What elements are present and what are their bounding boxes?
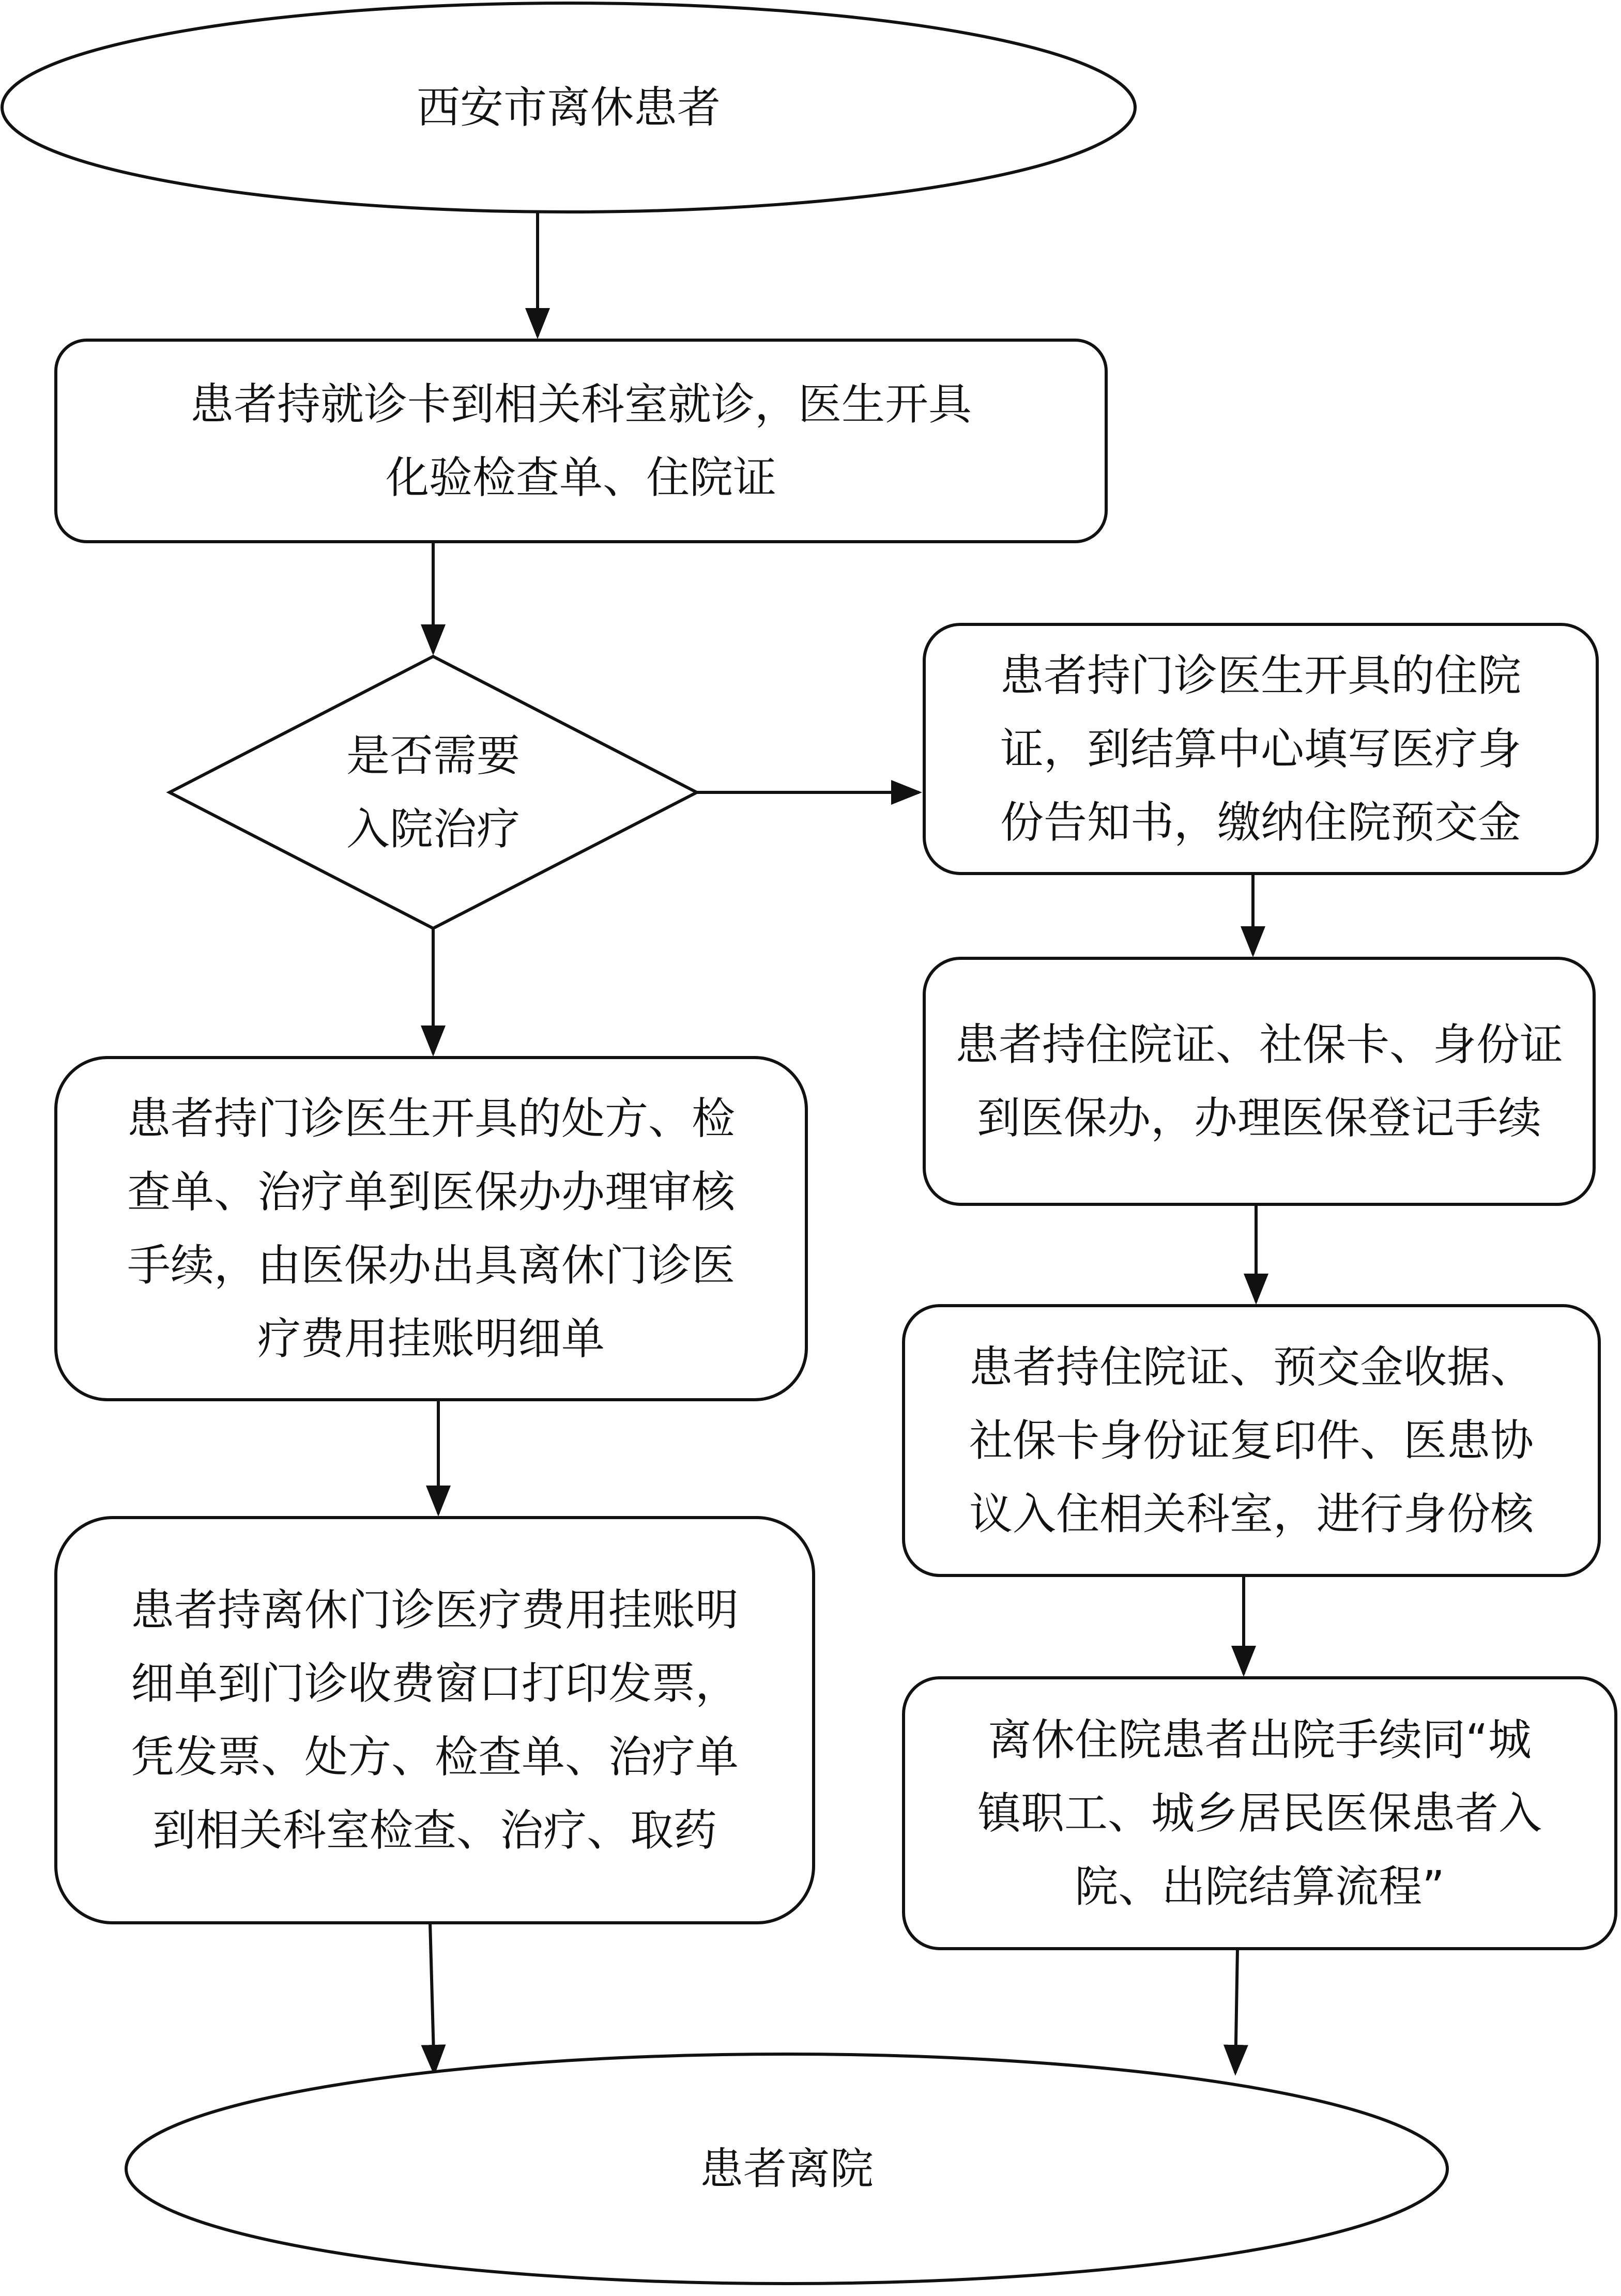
decision-label: 是否需要 入院治疗 (346, 730, 520, 854)
discharge-rule-label: 离休住院患者出院手续同“城 镇职工、城乡居民医保患者入 院、出院结算流程” (977, 1715, 1542, 1912)
visit-label: 患者持就诊卡到相关科室就诊，医生开具 化验检查单、住院证 (190, 379, 972, 503)
insurance-registration-label: 患者持住院证、社保卡、身份证 到医保办，办理医保登记手续 (955, 1019, 1563, 1143)
start-label: 西安市离休患者 (416, 82, 721, 133)
outpatient-billing-label: 患者持离休门诊医疗费用挂账明 细单到门诊收费窗口打印发票， 凭发票、处方、检查单、治疗单 到相关科室检查、治疗、取药 (130, 1585, 739, 1856)
inpatient-deposit-label: 患者持门诊医生开具的住院 证，到结算中心填写医疗身 份告知书，缴纳住院预交金 (1000, 650, 1521, 848)
admission-label: 患者持住院证、预交金收据、 社保卡身份证复印件、医患协 议入住相关科室，进行身份核 (969, 1342, 1534, 1539)
end-label: 患者离院 (699, 2144, 874, 2194)
outpatient-approval-label: 患者持门诊医生开具的处方、检 查单、治疗单到医保办办理审核 手续，由医保办出具离休门诊医 疗费用挂账明细单 (127, 1093, 735, 1364)
